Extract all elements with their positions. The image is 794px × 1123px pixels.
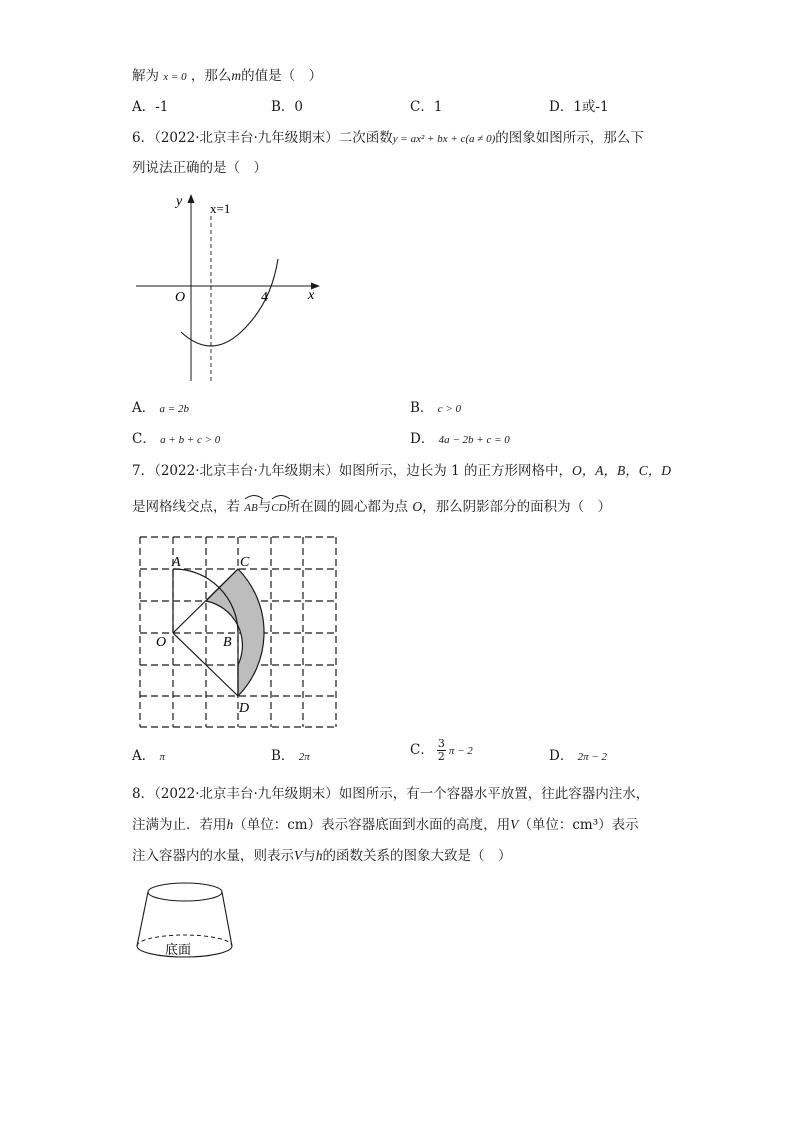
arc-ab: AB [244,497,257,518]
q8-text-a: 注入容器内的水量，则表示 [132,848,294,864]
point-c-label: C [240,555,250,570]
q6-stem-text-a: 6．（2022·北京丰台·九年级期末）二次函数 [132,130,393,146]
option-label: C． [410,742,434,758]
q8-stem-line-3 [132,846,512,866]
q7-stem-line-2 [132,497,611,518]
symmetry-axis-label: x=1 [210,201,231,216]
y-axis-label: y [176,194,183,209]
q7-option-c[interactable] [410,738,473,763]
q7-stem-text-c: 所在圆的圆心都为点 [286,499,409,515]
q8-container-figure [130,875,240,975]
option-math: a = 2b [159,403,189,415]
root-label: 4 [261,290,268,305]
q7-grid-figure [130,528,345,733]
option-label: D． [410,431,435,447]
option-label: B． [410,400,434,416]
q5-tail-text-1: 解为 [132,68,159,84]
q7-option-b[interactable] [271,746,310,767]
option-label: D． [549,99,574,115]
container-base-label: 底面 [165,943,192,958]
q6-option-b[interactable] [410,398,461,419]
q5-option-b[interactable] [271,97,303,117]
shaded-region [206,569,264,696]
point-d-label: D [239,701,250,716]
option-math: 2π − 2 [577,751,608,763]
option-label: B． [271,99,295,115]
option-math: 2π [298,751,310,763]
arc-mark-icon [244,494,264,500]
option-math: π − 2 [448,745,473,757]
q8-text-c: （单位：cm³）表示 [518,817,639,833]
q6-option-d[interactable] [410,429,510,450]
q7-option-d[interactable] [549,746,607,767]
q5-tail-line [132,66,322,87]
container-left-side [137,892,148,946]
option-label: D． [549,748,574,764]
fraction-three-halves: $\frac{3}{2}$ [437,737,445,763]
q5-option-a[interactable] [132,97,168,117]
q7-stem-text-b: 与 [257,499,272,515]
option-text: 1 [433,99,443,115]
point-b-label: B [223,635,232,650]
option-math: π [159,751,166,763]
y-axis-arrow [188,194,195,203]
x-axis-label: x [308,288,315,303]
q8-text-a: 注满为止．若用 [132,817,227,833]
q7-center-o: O [412,499,423,514]
option-math: a + b + c > 0 [160,434,221,446]
q6-parabola-figure [130,188,330,388]
option-math: c > 0 [437,403,462,415]
point-o-label: O [156,635,167,650]
q5-tail-m: m [231,68,242,83]
option-math: 4a − 2b + c = 0 [438,434,510,446]
point-a-label: A [172,555,181,570]
q5-option-d[interactable] [549,97,609,117]
q7-stem-text-a: 7．（2022·北京丰台·九年级期末）如图所示，边长为 1 的正方形网格中， [132,463,572,479]
option-text: -1 [155,99,169,115]
q6-stem-text-b: 的图象如图所示，那么下 [495,130,644,146]
option-label: A． [132,400,156,416]
container-top-rim [148,883,222,901]
q8-v: V [510,817,519,832]
arc-cd: CD [271,497,286,518]
origin-label: O [175,290,186,305]
container-right-side [222,892,232,946]
option-label: A． [132,748,156,764]
q5-tail-text-3: 的值是（ ） [241,68,323,84]
q8-v: V [294,848,303,863]
q7-stem-line-1 [132,461,671,481]
q8-text-b: （单位：cm）表示容器底面到水面的高度，用 [233,817,511,833]
q5-option-c[interactable] [410,97,442,117]
q6-stem-line-1 [132,128,644,149]
q8-stem-line-1: 8．（2022·北京丰台·九年级期末）如图所示，有一个容器水平放置，往此容器内注水， [132,786,650,802]
q8-h: h [226,817,234,832]
option-text: 0 [294,99,304,115]
q5-tail-text-2: ，那么 [190,68,232,84]
q7-points: O，A，B，C，D [571,463,671,478]
q8-stem-line-2 [132,815,639,835]
option-label: C． [132,431,156,447]
q7-stem-text-d: ，那么阴影部分的面积为（ ） [422,499,612,515]
option-label: C． [410,99,434,115]
q6-stem-math: y = ax² + bx + c(a ≠ 0) [392,133,496,145]
q8-text-c: 的函数关系的图象大致是（ ） [322,848,512,864]
option-label: A． [132,99,156,115]
q6-stem-line-2: 列说法正确的是（ ） [132,160,267,176]
arc-mark-icon [271,494,291,500]
option-label: B． [271,748,295,764]
q6-option-a[interactable] [132,398,189,419]
option-text: 1或-1 [573,99,609,115]
q8-text-b: 与 [302,848,316,864]
q5-tail-math: x = 0 [163,71,187,83]
q7-stem-text-a: 是网格线交点，若 [132,499,240,515]
q6-option-c[interactable] [132,429,220,450]
q7-option-a[interactable] [132,746,165,767]
q8-h: h [315,848,323,863]
